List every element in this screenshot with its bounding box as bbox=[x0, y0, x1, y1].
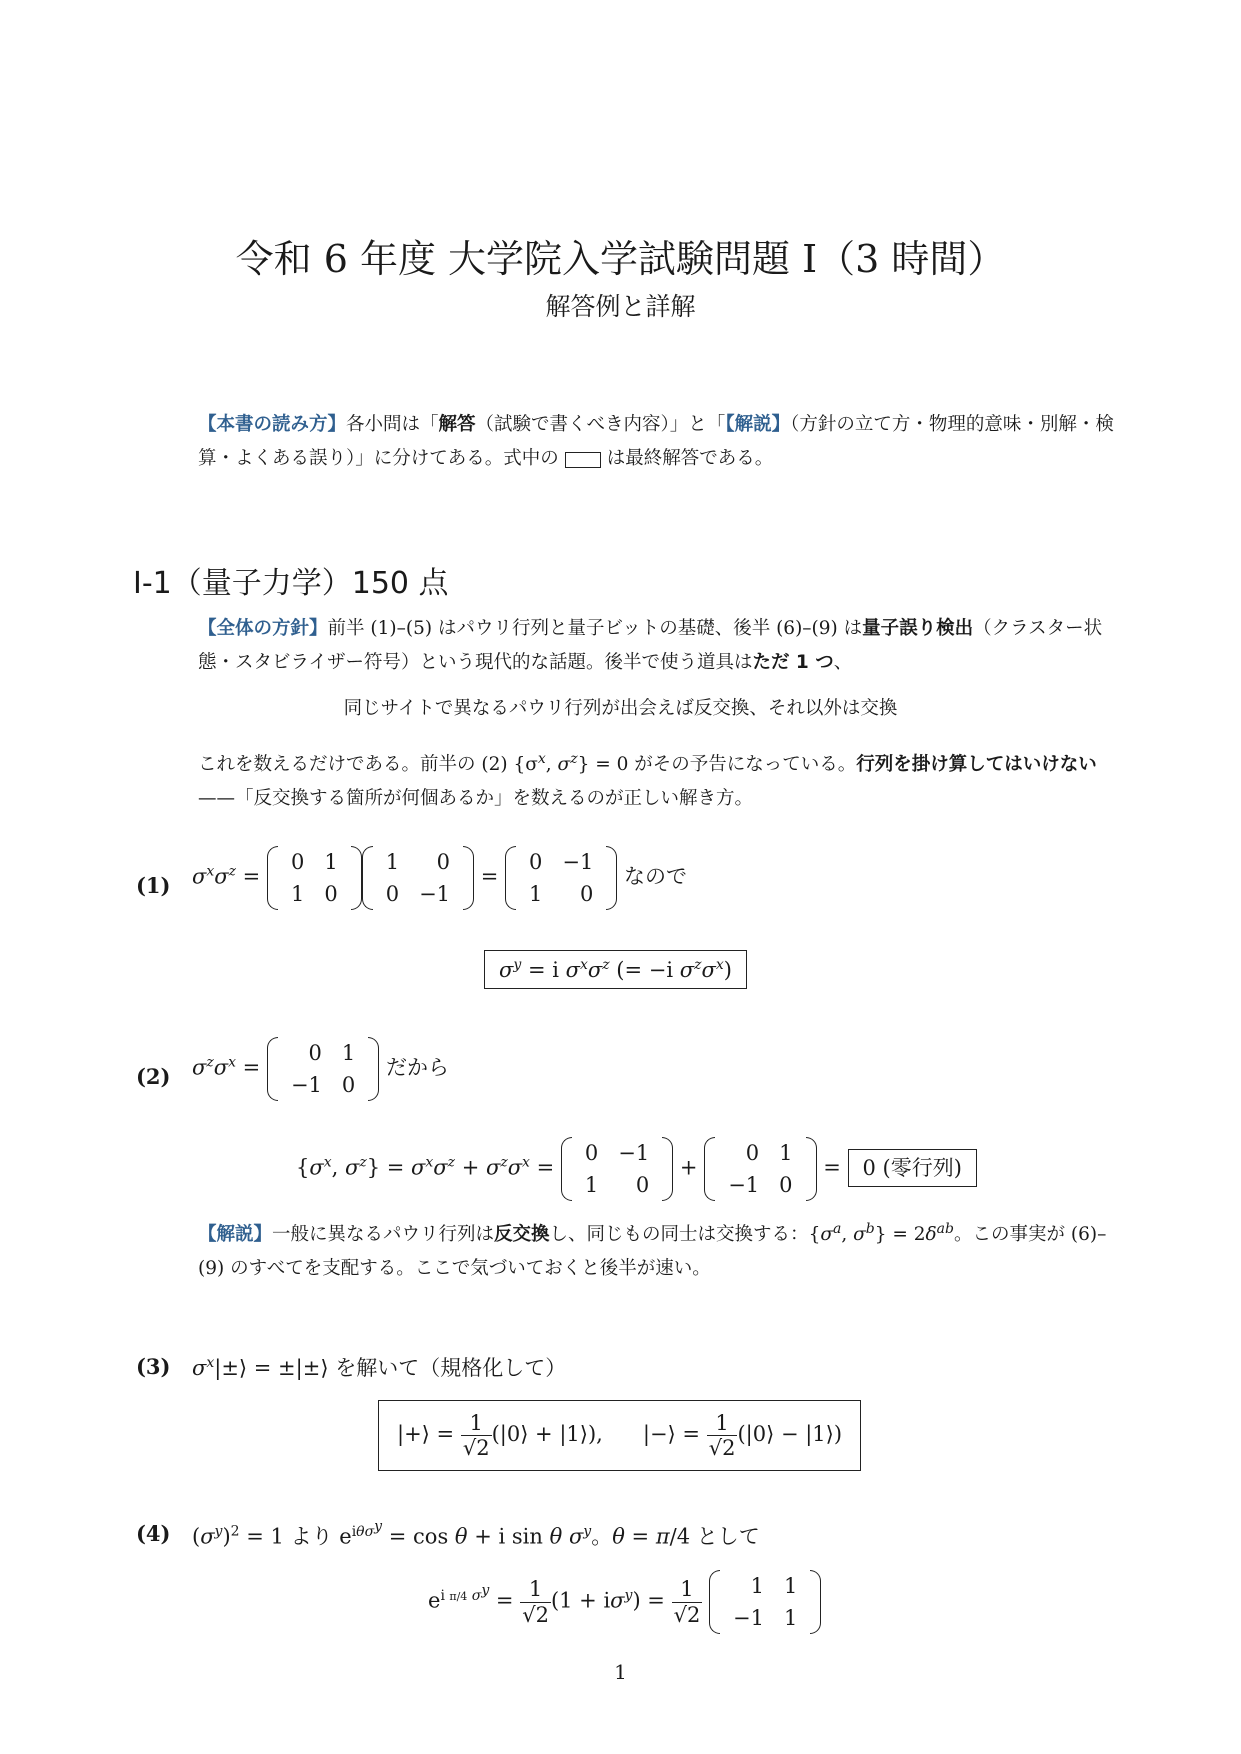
q4-text-1: より bbox=[290, 1524, 333, 1549]
q3-equation: $\sigma^x|\pm⟩$ = ±|±⟩ を解いて（規格化して） bbox=[192, 1355, 567, 1380]
q2-anticommutator: {$\sigma^x$, $\sigma^z\} = \sigma^x\sigma^z + \sigma^z\sigma^x$ = 0 −1 1 0 + 0 1 −1 0 = 0 (零行列) bbox=[296, 1137, 977, 1201]
matrix-a: 0 −1 1 0 bbox=[561, 1137, 673, 1201]
policy-paragraph-2: これを数えるだけである。前半の (2) {$\sigma^x$, $\sigma^z\} = 0$ がその予告になっている。行列を掛け算してはいけない——「反交換する箇所が何個あるか」を数えるのが正しい解き方。 bbox=[198, 751, 1097, 810]
comment2-text-1: 一般に異なるパウリ行列は bbox=[272, 1224, 495, 1246]
q3-answer-box: |+⟩ = $\frac{1}{√2}$ (|0⟩ + |1⟩), |−⟩ = $\frac{1}{√2}$ (|0⟩ − |1⟩) bbox=[378, 1400, 861, 1471]
q4-label: (4) bbox=[136, 1521, 171, 1546]
reading-text-1: 各小問は「 bbox=[346, 414, 439, 435]
reading-bold-answer: 解答 bbox=[438, 414, 476, 435]
comment2-text-2: し、同じもの同士は交換する： bbox=[549, 1224, 809, 1246]
reading-text-2: （試験で書くべき内容）」と「 bbox=[475, 414, 726, 435]
reading-text-3: （方針の立て方・物理的意味・別解・検算・よくある誤り）」に分けてある。式中の bbox=[198, 414, 1114, 469]
policy-text-2: （クラスター状態・スタビライザー符号）という現代的な話題。後半で使う道具は bbox=[198, 618, 1103, 673]
page-subtitle: 解答例と詳解 bbox=[545, 292, 696, 321]
q3-after-text: を解いて（規格化して） bbox=[335, 1356, 567, 1380]
q2-answer-box: 0 (零行列) bbox=[848, 1149, 977, 1187]
section-heading: I-1（量子力学）150 点 bbox=[133, 566, 449, 601]
matrix-sigma-x: 0 1 1 0 bbox=[267, 846, 362, 910]
reading-guide bbox=[198, 408, 1118, 476]
comment2-text-3: 。この事実が (6)–(9) のすべてを支配する。ここで気づいておくと後半が速い。 bbox=[198, 1224, 1107, 1280]
policy-text-3: 、 bbox=[833, 652, 853, 673]
q2-label: (2) bbox=[136, 1064, 171, 1089]
policy-label: 【全体の方針】 bbox=[198, 618, 328, 639]
policy-bold-1: 量子誤り検出 bbox=[862, 618, 974, 639]
policy-text-6: ——「反交換する箇所が何個あるか」を数えるのが正しい解き方。 bbox=[198, 788, 754, 810]
reading-label: 【本書の読み方】 bbox=[198, 414, 347, 435]
q1-answer-box: $\sigma^y = i$ $\sigma^x\sigma^z$ (= −i $\sigma^z\sigma^x$) bbox=[484, 950, 747, 989]
page-title: 令和 6 年度 大学院入学試験問題 I（3 時間） bbox=[235, 237, 1006, 281]
policy-text-4: これを数えるだけである。前半の (2) {σ bbox=[198, 754, 538, 776]
q4-result: $e^{i \pi/4 \sigma^y}$ = $\frac{1}{√2}$ $(1 + i\sigma^y)$ = $\frac{1}{√2}$ 1 1 −1 1 bbox=[428, 1570, 821, 1634]
q2-equation: $\sigma^z\sigma^x$ = 0 1 −1 0 だから bbox=[192, 1037, 449, 1101]
reading-text-4: は最終解答である。 bbox=[606, 448, 774, 469]
q1-equation: $\sigma^x\sigma^z$ = 0 1 1 0 1 0 0 −1 = 0 −1 1 0 なので bbox=[192, 846, 687, 910]
q3-label: (3) bbox=[136, 1354, 171, 1379]
answer-box-sample bbox=[565, 452, 601, 468]
matrix-product: 0 −1 1 0 bbox=[505, 846, 617, 910]
q4-text-2: として bbox=[696, 1524, 760, 1549]
policy-rule: 同じサイトで異なるパウリ行列が出会えば反交換、それ以外は交換 bbox=[343, 698, 898, 719]
policy-bold-3: 行列を掛け算してはいけない bbox=[856, 754, 1097, 776]
matrix-sigma-z: 1 0 0 −1 bbox=[362, 846, 474, 910]
comment2-bold: 反交換 bbox=[494, 1224, 550, 1246]
policy-paragraph bbox=[198, 612, 1118, 680]
matrix-sz-sx: 0 1 −1 0 bbox=[267, 1037, 379, 1101]
q4-equation: $(\sigma^y)^2 = 1$ より $e^{i\theta\sigma^y} = \cos \theta + i$ sin θ $\sigma^y$。θ = π/4 として bbox=[192, 1518, 760, 1549]
policy-bold-2: ただ 1 つ bbox=[752, 652, 834, 673]
q1-label: (1) bbox=[136, 873, 171, 898]
page-number: 1 bbox=[614, 1660, 627, 1684]
q2-after-text: だから bbox=[385, 1055, 449, 1080]
policy-text-1: 前半 (1)–(5) はパウリ行列と量子ビットの基礎、後半 (6)–(9) は bbox=[327, 618, 863, 639]
reading-bold-comment: 【解説】 bbox=[725, 414, 791, 435]
policy-text-5: } = 0 がその予告になっている。 bbox=[577, 754, 857, 776]
q1-after-text: なので bbox=[624, 864, 688, 889]
comment2: 【解説】一般に異なるパウリ行列は反交換し、同じもの同士は交換する：{$\sigma^a$, $\sigma^b\} = 2\delta^{ab}$。この事実が (6)–(9) のすべてを支配する。ここで気づいておくと後半が速い。 bbox=[198, 1221, 1107, 1280]
matrix-rotation: 1 1 −1 1 bbox=[709, 1570, 821, 1634]
matrix-b: 0 1 −1 0 bbox=[704, 1137, 816, 1201]
comment2-label: 【解説】 bbox=[198, 1224, 273, 1246]
